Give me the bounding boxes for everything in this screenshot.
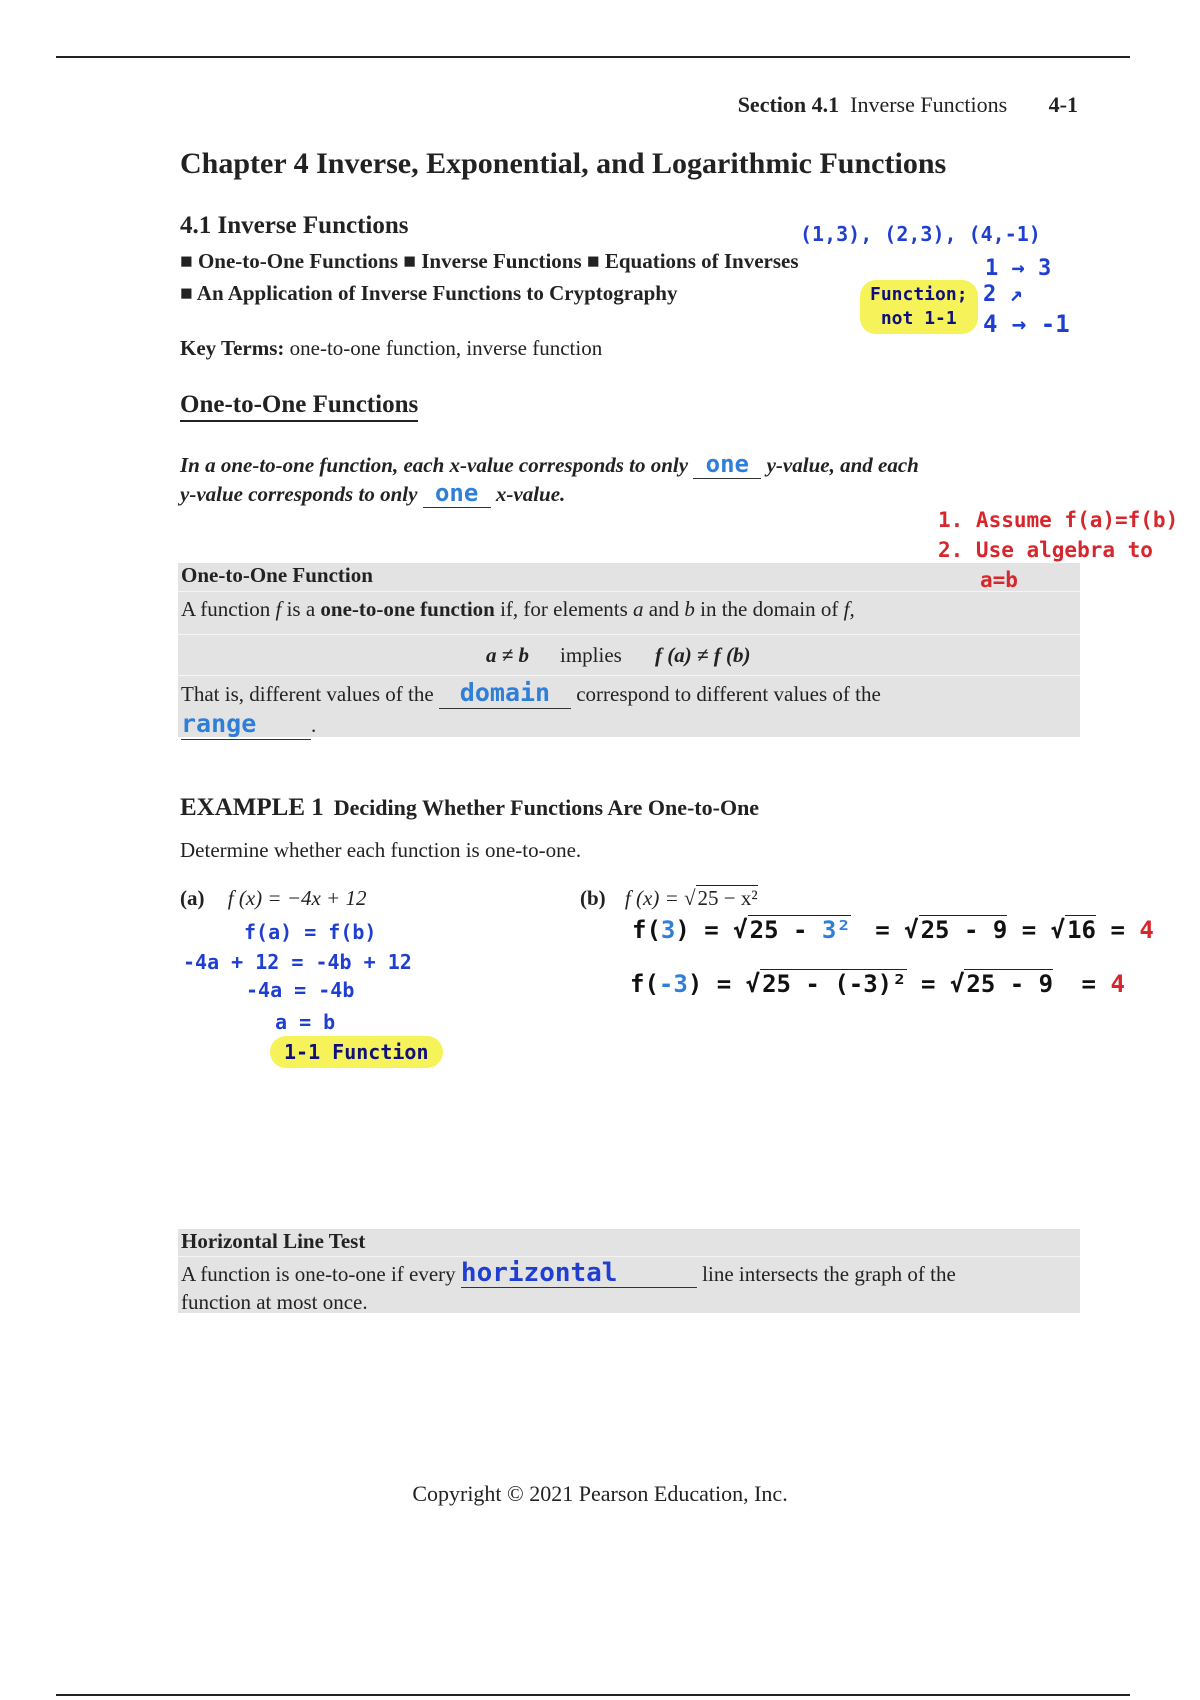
box-var: f, (843, 597, 855, 621)
box-text: . (311, 713, 317, 737)
header-section-title: Inverse Functions (850, 92, 1008, 117)
hlt-box (178, 1229, 1080, 1313)
chapter-title: Chapter 4 Inverse, Exponential, and Logarithmic Functions (180, 147, 947, 180)
topic-item: An Application of Inverse Functions to Cryptography (196, 281, 678, 305)
formula-right: f (a) ≠ f (b) (655, 643, 751, 667)
note-pairs: (1,3), (2,3), (4,-1) (800, 222, 1041, 246)
example-label: EXAMPLE 1 (180, 794, 324, 821)
work-b-line-2 (630, 970, 1125, 998)
hlt-text: function at most once. (181, 1290, 368, 1314)
note-highlight-line2: not 1-1 (880, 308, 957, 329)
note-step-2b: a=b (980, 568, 1018, 592)
bullet-icon: ■ (180, 281, 193, 305)
hlt-text: A function is one-to-one if every (181, 1262, 456, 1286)
note-map-1: 1 → 3 (985, 256, 1052, 281)
blank-one-1: one (693, 450, 761, 479)
box-text: A function (181, 597, 271, 621)
definition-box (178, 563, 1080, 737)
work-b-text: ) = (687, 970, 732, 998)
hlt-text: line intersects the graph of the (702, 1262, 956, 1286)
work-b-text: f( (632, 916, 661, 944)
blank-horizontal: horizontal (461, 1259, 697, 1288)
work-a-line-4: a = b (275, 1010, 336, 1034)
work-b-arg: 3² (821, 916, 851, 944)
topic-item: Inverse Functions (421, 249, 582, 273)
work-a-line-1: f(a) = f(b) (244, 920, 377, 944)
part-b-label: (b) (580, 886, 606, 910)
work-a-line-3: -4a = -4b (246, 978, 355, 1002)
bottom-rule (56, 1694, 1130, 1696)
work-b-radical: 16 (1067, 916, 1097, 944)
work-b-text: = (1021, 916, 1037, 944)
work-b-text: = (921, 970, 936, 998)
note-map-3: 4 → -1 (983, 310, 1070, 338)
part-b (580, 886, 758, 911)
box-var: b (684, 597, 695, 621)
part-a-label: (a) (180, 886, 205, 910)
blank-domain: domain (439, 678, 571, 709)
sqrt-icon: √ (904, 916, 919, 944)
work-b-text: = (875, 916, 890, 944)
note-map-2: 2 ↗ (983, 282, 1023, 307)
note-step-1: 1. Assume f(a)=f(b) (938, 508, 1179, 532)
one-to-one-heading: One-to-One Functions (180, 391, 418, 422)
key-terms-text: one-to-one function, inverse function (289, 336, 603, 360)
box-var: a (633, 597, 644, 621)
sqrt-icon: √ (949, 970, 965, 998)
work-b-result: 4 (1139, 916, 1154, 944)
box-text: if, for elements (500, 597, 628, 621)
box-text: in the domain of (700, 597, 839, 621)
sqrt-icon: √ (1050, 916, 1066, 944)
top-rule (56, 56, 1130, 58)
work-b-arg: -3 (658, 970, 688, 998)
topics-line-1 (180, 249, 799, 274)
work-b-radical: 25 - (-3)² (762, 970, 907, 998)
copyright-footer: Copyright © 2021 Pearson Education, Inc. (412, 1481, 788, 1506)
work-b-text: f( (630, 970, 659, 998)
work-b-radical (748, 915, 851, 944)
box-title: One-to-One Function (181, 563, 373, 587)
work-b-text: 25 - (749, 916, 822, 944)
bullet-icon: ■ (403, 249, 416, 273)
work-b-radical: 25 - 9 (966, 970, 1054, 998)
definition-sentence (180, 450, 1040, 508)
definition-part-3: y-value corresponds to only (180, 482, 418, 506)
sqrt-icon: √ (733, 916, 748, 944)
sqrt-icon: √ (683, 886, 696, 910)
definition-part-1: In a one-to-one function, each x-value corresponds to only (180, 453, 689, 477)
work-b-result: 4 (1110, 970, 1125, 998)
section-heading: 4.1 Inverse Functions (180, 212, 409, 239)
key-terms (180, 336, 602, 361)
part-b-radicand: 25 − x² (697, 886, 758, 910)
topics-line-2 (180, 281, 677, 306)
header-section: Section 4.1 (737, 92, 840, 117)
hlt-title: Horizontal Line Test (181, 1229, 366, 1253)
blank-one-2: one (423, 479, 491, 508)
note-highlight (860, 280, 978, 334)
running-header (738, 92, 1078, 118)
box-text: correspond to different values of the (576, 682, 881, 706)
formula-mid: implies (560, 643, 622, 667)
box-text: is a (286, 597, 316, 621)
bullet-icon: ■ (586, 249, 600, 273)
note-highlight-line1: Function; (870, 284, 968, 305)
blank-range: range (181, 709, 311, 740)
part-b-function: f (x) = (624, 886, 679, 910)
key-terms-label: Key Terms: (180, 336, 285, 360)
work-b-arg: 3 (660, 916, 676, 944)
formula-left: a ≠ b (486, 643, 530, 667)
work-b-radical: 25 - 9 (920, 916, 1008, 944)
work-a-conclusion: 1-1 Function (270, 1036, 443, 1068)
bullet-icon: ■ (180, 249, 193, 273)
box-var: f (275, 597, 282, 621)
box-term: one-to-one function (320, 597, 495, 621)
part-a (180, 886, 366, 911)
note-step-2: 2. Use algebra to (938, 538, 1153, 562)
example-title: Deciding Whether Functions Are One-to-One (333, 795, 760, 820)
definition-part-4: x-value. (495, 482, 566, 506)
topic-item: Equations of Inverses (604, 249, 799, 273)
work-b-line-1 (632, 916, 1154, 944)
box-text: and (648, 597, 680, 621)
work-b-text: = (1110, 916, 1125, 944)
work-b-text: = (1081, 970, 1096, 998)
definition-part-2: y-value, and each (766, 453, 919, 477)
box-text: That is, different values of the (181, 682, 434, 706)
header-page-number: 4-1 (1048, 92, 1078, 117)
work-a-line-2: -4a + 12 = -4b + 12 (183, 950, 412, 974)
example-instruction: Determine whether each function is one-to-one. (180, 838, 582, 862)
sqrt-icon: √ (745, 970, 761, 998)
part-a-function: f (x) = −4x + 12 (227, 886, 367, 910)
example-heading (180, 794, 759, 822)
topic-item: One-to-One Functions (197, 249, 399, 273)
work-b-text: ) = (675, 916, 719, 944)
